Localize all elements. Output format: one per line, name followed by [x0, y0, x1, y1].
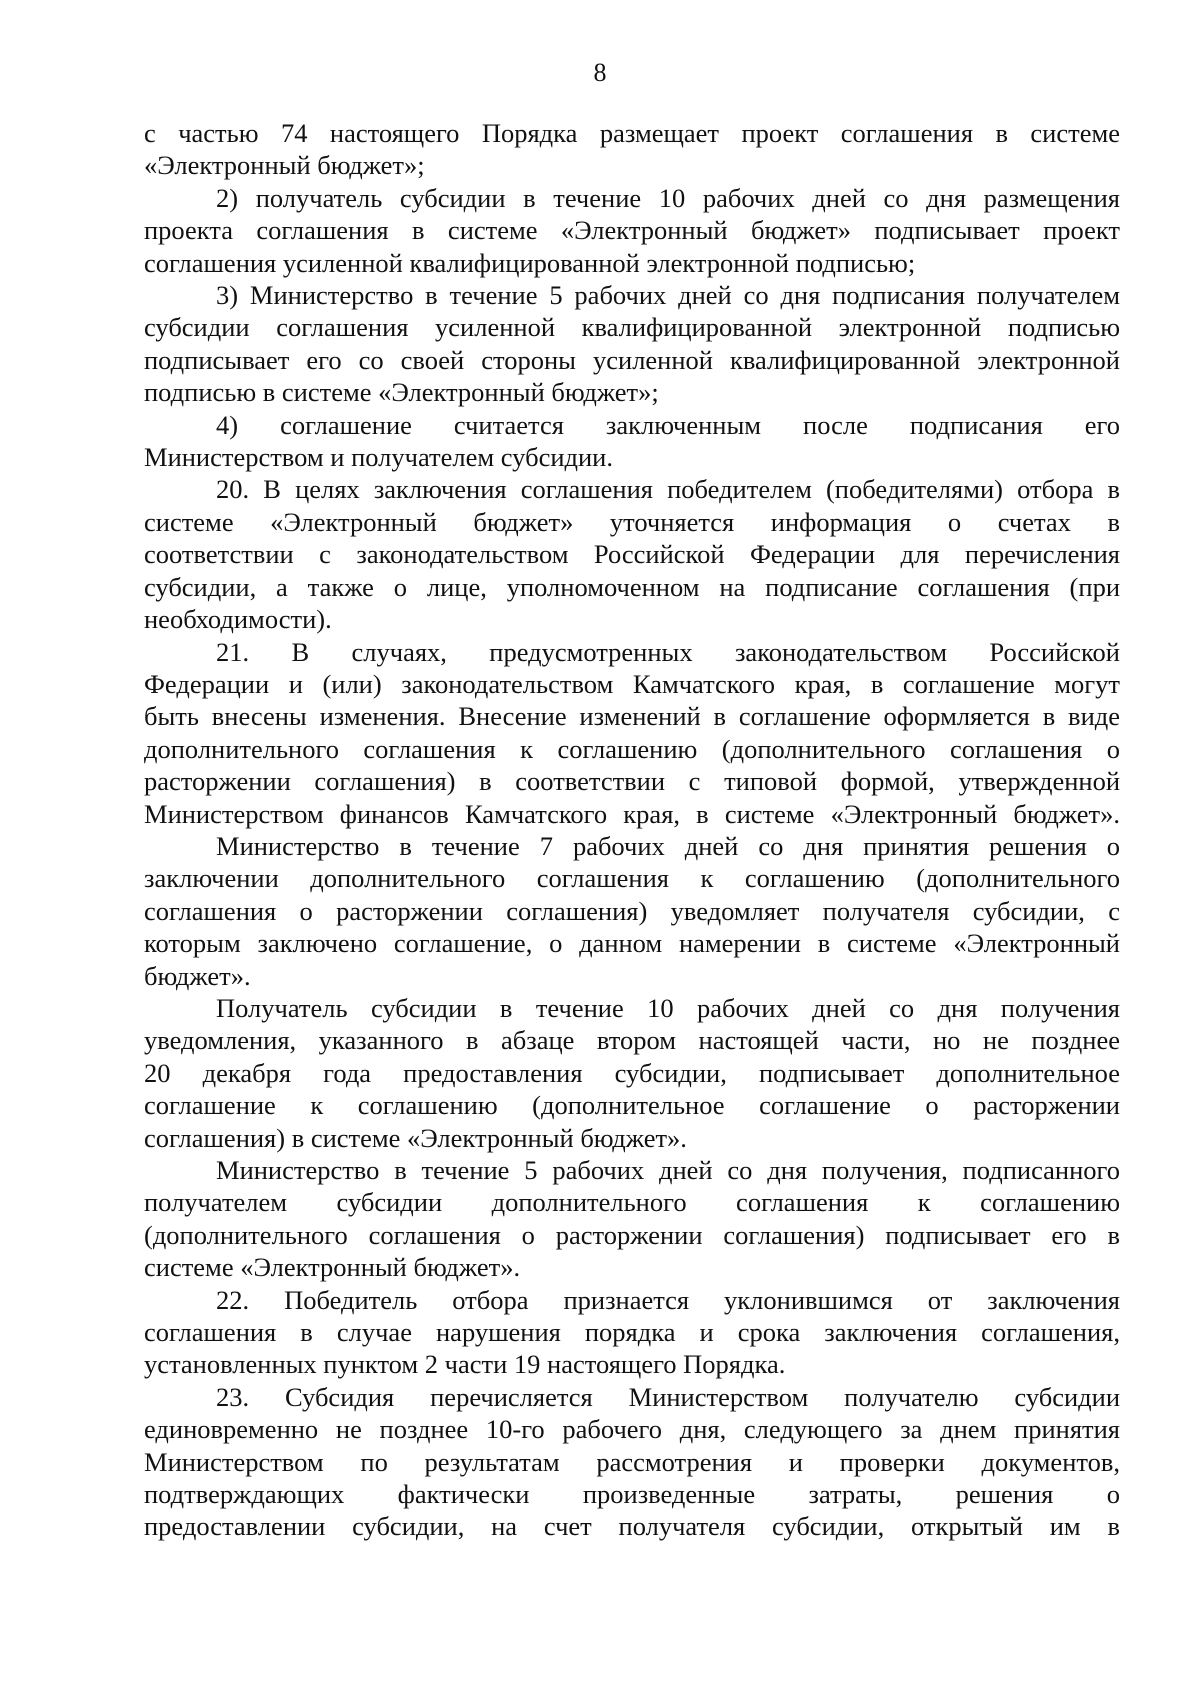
text-line: соответствии с законодательством Российской Федерации для перечисления [144, 539, 1120, 570]
text-line: системе «Электронный бюджет» уточняется информация о счетах в [144, 506, 1120, 537]
text-line: 22. Победитель отбора признается уклонившимся от заключения [216, 1284, 1120, 1315]
text-line: Министерство в течение 7 рабочих дней со дня принятия решения о [216, 830, 1120, 861]
text-line: дополнительного соглашения к соглашению (дополнительного соглашения о [144, 733, 1120, 764]
text-line: (дополнительного соглашения о расторжении соглашения) подписывает его в [144, 1219, 1120, 1250]
page-number: 8 [593, 58, 607, 87]
text-line: подписывает его со своей стороны усиленной квалифицированной электронной [144, 344, 1120, 375]
text-line: 4) соглашение считается заключенным после подписания его [216, 409, 1120, 440]
text-line: «Электронный бюджет»; [144, 150, 425, 181]
text-line: предоставлении субсидии, на счет получателя субсидии, открытый им в [144, 1511, 1120, 1542]
text-line: Министерство в течение 5 рабочих дней со дня получения, подписанного [216, 1155, 1120, 1185]
text-line: соглашения усиленной квалифицированной электронной подписью; [144, 247, 916, 278]
text-line: 20 декабря года предоставления субсидии, подписывает дополнительное [144, 1057, 1120, 1088]
text-line: соглашение к соглашению (дополнительное соглашение о расторжении [144, 1090, 1120, 1121]
text-line: Министерством финансов Камчатского края, в системе «Электронный бюджет». [144, 798, 1120, 829]
text-line: 23. Субсидия перечисляется Министерством получателю субсидии [216, 1381, 1120, 1412]
text-line: соглашения в случае нарушения порядка и срока заключения соглашения, [144, 1317, 1120, 1348]
text-line: 21. В случаях, предусмотренных законодательством Российской [216, 636, 1120, 667]
text-line: системе «Электронный бюджет». [144, 1252, 521, 1283]
text-line: 20. В целях заключения соглашения победителем (победителями) отбора в [216, 474, 1120, 505]
text-line: 3) Министерство в течение 5 рабочих дней со дня подписания получателем [216, 280, 1120, 311]
text-line: субсидии, а также о лице, уполномоченном на подписание соглашения (при [144, 571, 1120, 602]
text-line: субсидии соглашения усиленной квалифицированной электронной подписью [144, 312, 1120, 343]
text-line: единовременно не позднее 10-го рабочего дня, следующего за днем принятия [144, 1414, 1120, 1445]
text-line: 2) получатель субсидии в течение 10 рабочих дней со дня размещения [216, 182, 1120, 213]
text-line: получателем субсидии дополнительного соглашения к соглашению [144, 1187, 1120, 1218]
text-line: с частью 74 настоящего Порядка размещает проект соглашения в системе [144, 118, 1120, 148]
document-body [144, 117, 1120, 1543]
text-line: проекта соглашения в системе «Электронный бюджет» подписывает проект [144, 215, 1120, 246]
text-line: уведомления, указанного в абзаце втором настоящей части, но не позднее [144, 1025, 1120, 1056]
text-line: Получатель субсидии в течение 10 рабочих дней со дня получения [216, 992, 1120, 1023]
text-line: подписью в системе «Электронный бюджет»; [144, 377, 659, 408]
text-line: бюджет». [144, 960, 251, 991]
text-line: установленных пунктом 2 части 19 настоящего Порядка. [144, 1349, 786, 1380]
text-line: Министерством и получателем субсидии. [144, 442, 613, 473]
text-line: расторжении соглашения) в соответствии с типовой формой, утвержденной [144, 766, 1120, 797]
text-line: необходимости). [144, 604, 332, 635]
text-line: подтверждающих фактически произведенные затраты, решения о [144, 1479, 1120, 1510]
text-line: соглашения) в системе «Электронный бюджет». [144, 1122, 687, 1153]
text-line: соглашения о расторжении соглашения) уведомляет получателя субсидии, с [144, 895, 1120, 926]
text-line: Министерством по результатам рассмотрения и проверки документов, [144, 1446, 1120, 1477]
text-line: Федерации и (или) законодательством Камчатского края, в соглашение могут [144, 668, 1120, 699]
text-line: быть внесены изменения. Внесение изменений в соглашение оформляется в виде [144, 701, 1120, 732]
text-line: которым заключено соглашение, о данном намерении в системе «Электронный [144, 928, 1120, 959]
text-line: заключении дополнительного соглашения к соглашению (дополнительного [144, 863, 1120, 894]
